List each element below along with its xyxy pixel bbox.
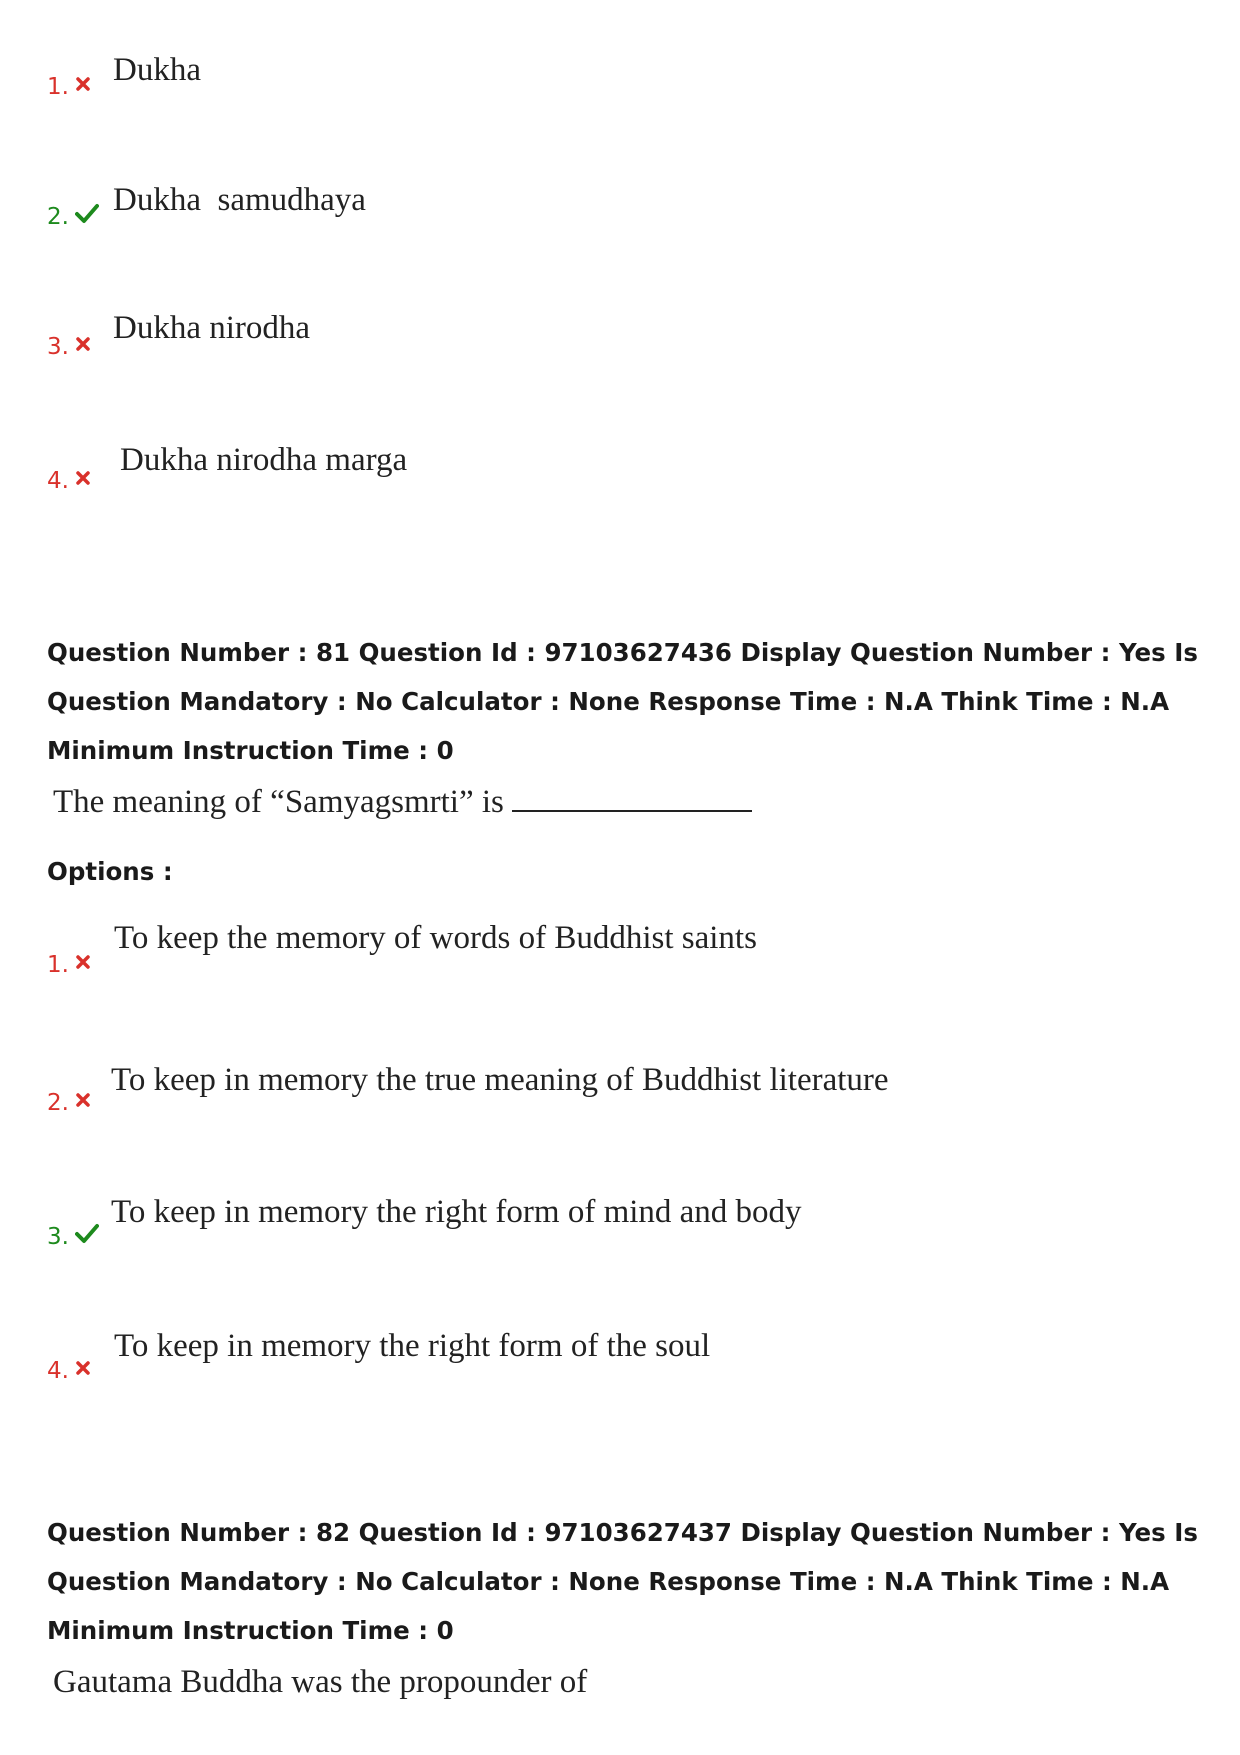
- answer-blank: [512, 788, 752, 812]
- check-icon: [75, 1222, 99, 1249]
- options-label: Options :: [47, 857, 173, 886]
- cross-icon: [75, 336, 91, 357]
- option-number: 4.: [47, 1358, 69, 1384]
- question-81-text: [53, 784, 752, 821]
- cross-icon: [75, 1092, 91, 1113]
- option-number: 3.: [47, 334, 69, 360]
- option-number: 1.: [47, 74, 69, 100]
- option-number: 1.: [47, 952, 69, 978]
- check-icon: [75, 202, 99, 229]
- cross-icon: [75, 1360, 91, 1381]
- question-text: The meaning of “Samyagsmrti” is: [53, 784, 504, 820]
- option-text: To keep in memory the true meaning of Buddhist literature: [111, 1062, 889, 1098]
- cross-icon: [75, 954, 91, 975]
- option-text: To keep in memory the right form of the soul: [114, 1328, 711, 1364]
- cross-icon: [75, 76, 91, 97]
- option-number: 4.: [47, 468, 69, 494]
- question-81-meta: Question Number : 81 Question Id : 97103627436 Display Question Number : Yes Is Question Mandatory : No Calculator : None Response Time : N.A Think Time : N.A Minimum Instruction Time : 0: [47, 638, 1198, 765]
- option-text: To keep the memory of words of Buddhist saints: [114, 920, 757, 956]
- option-text: Dukha nirodha marga: [120, 442, 408, 478]
- option-text: Dukha samudhaya: [113, 182, 366, 218]
- option-text: Dukha: [113, 52, 201, 88]
- cross-icon: [75, 470, 91, 491]
- question-82-meta: Question Number : 82 Question Id : 97103627437 Display Question Number : Yes Is Question Mandatory : No Calculator : None Response Time : N.A Think Time : N.A Minimum Instruction Time : 0: [47, 1518, 1198, 1645]
- option-text: Dukha nirodha: [113, 310, 311, 346]
- option-text: To keep in memory the right form of mind and body: [111, 1194, 802, 1230]
- option-number: 2.: [47, 1090, 69, 1116]
- option-number: 2.: [47, 204, 69, 230]
- option-number: 3.: [47, 1224, 69, 1250]
- question-82-text: Gautama Buddha was the propounder of: [53, 1664, 588, 1700]
